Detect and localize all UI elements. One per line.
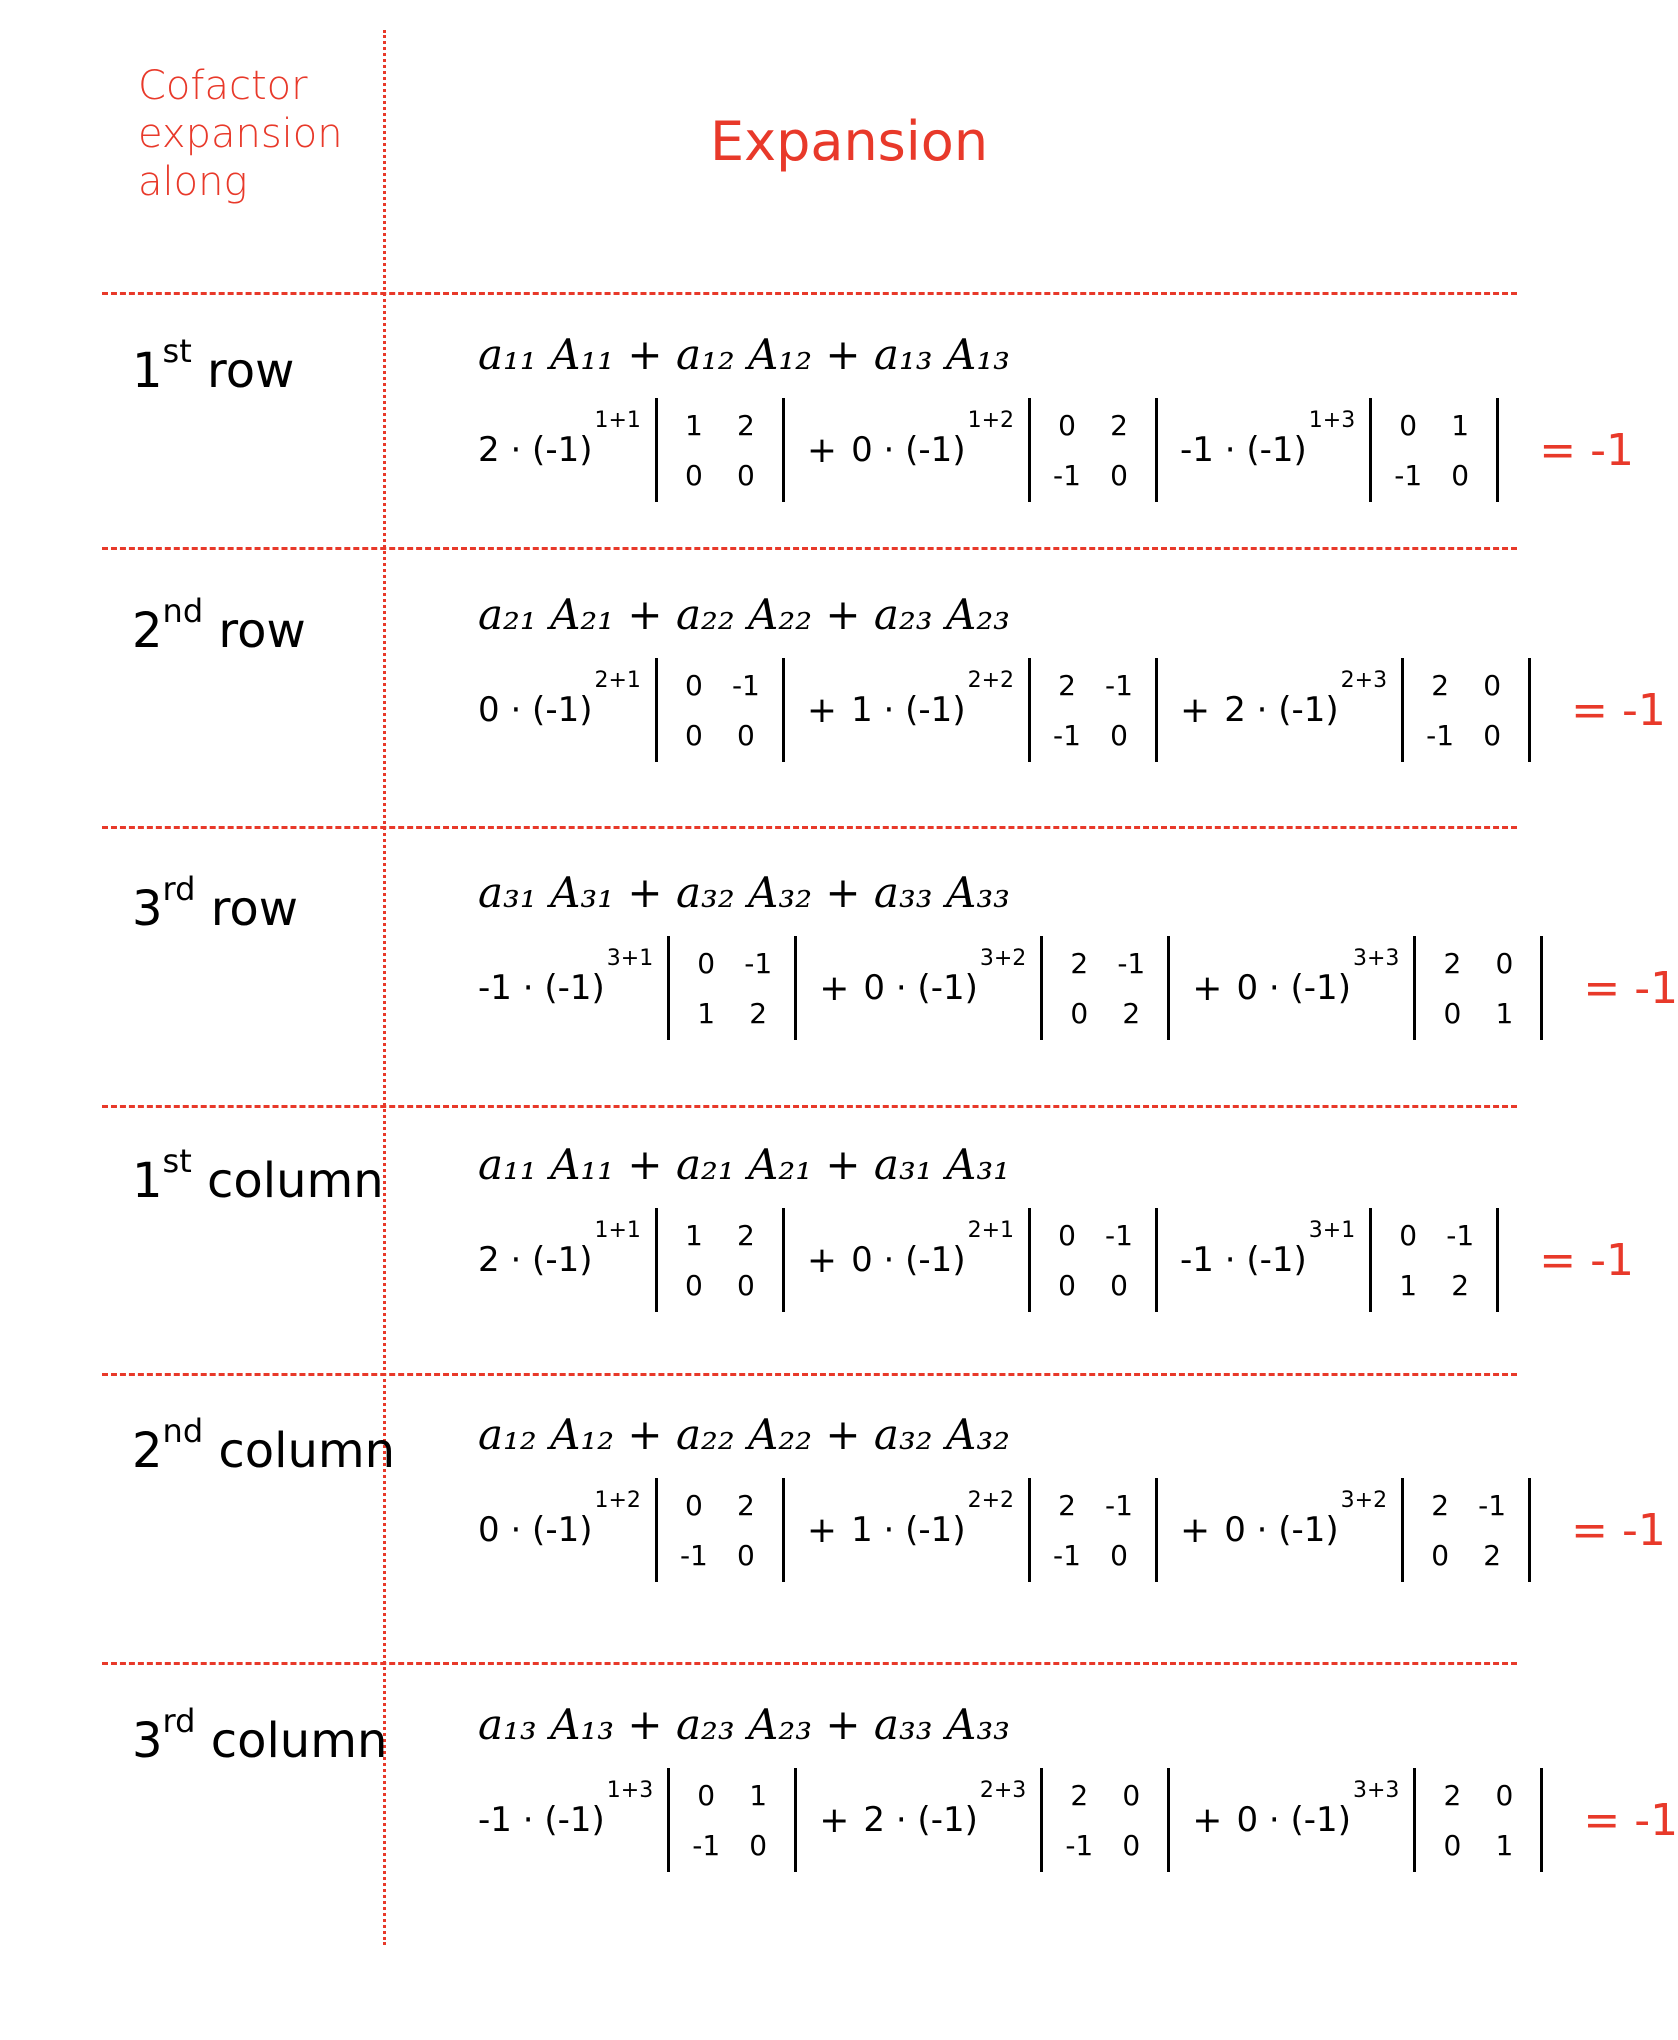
determinant-entry: 0 bbox=[1122, 1778, 1141, 1812]
expansion-label: 2nd row bbox=[132, 592, 306, 659]
term-coefficient: 0 · (-1) bbox=[863, 968, 978, 1008]
determinant-entry: -1 bbox=[1053, 458, 1081, 492]
term-coefficient: 0 · (-1) bbox=[478, 1510, 593, 1550]
row-divider bbox=[102, 1105, 1517, 1108]
determinant-entry: 2 bbox=[737, 408, 755, 442]
determinant-entry: 2 bbox=[1058, 668, 1076, 702]
expansion-result: = -1 bbox=[1571, 684, 1666, 736]
minor-determinant bbox=[655, 658, 785, 762]
determinant-entry: 2 bbox=[1451, 1268, 1470, 1302]
expansion-result: = -1 bbox=[1583, 962, 1678, 1014]
term-coefficient: 0 · (-1) bbox=[478, 690, 593, 730]
determinant-entry: -1 bbox=[1478, 1488, 1507, 1522]
determinant-entry: 2 bbox=[1122, 996, 1141, 1030]
term-coefficient: -1 · (-1) bbox=[478, 968, 605, 1008]
cofactor-formula: a₁₂ A₁₂ + a₂₂ A₂₂ + a₃₂ A₃₂ bbox=[478, 1410, 1010, 1459]
plus-operator: + bbox=[1180, 1509, 1211, 1551]
determinant-entry: 1 bbox=[749, 1778, 768, 1812]
determinant-entry: 1 bbox=[697, 996, 716, 1030]
minor-determinant bbox=[1028, 1478, 1158, 1582]
cofactor-term bbox=[807, 1208, 1158, 1312]
expansion-label: 3rd row bbox=[132, 870, 299, 937]
plus-operator: + bbox=[806, 1509, 838, 1551]
cofactor-term bbox=[1180, 1208, 1499, 1312]
determinant-entry: 0 bbox=[697, 946, 716, 980]
determinant-entry: 0 bbox=[1451, 458, 1470, 492]
cofactor-formula: a₁₁ A₁₁ + a₂₁ A₂₁ + a₃₁ A₃₁ bbox=[478, 1140, 1010, 1189]
determinant-entry: 0 bbox=[1110, 718, 1128, 752]
term-coefficient: 1 · (-1) bbox=[851, 1510, 966, 1550]
sign-exponent: 2+2 bbox=[967, 1487, 1015, 1513]
plus-operator: + bbox=[1192, 967, 1223, 1009]
expansion-label: 3rd column bbox=[132, 1702, 388, 1769]
cofactor-term bbox=[807, 658, 1158, 762]
cofactor-term bbox=[1180, 658, 1531, 762]
sign-exponent: 2+2 bbox=[967, 667, 1015, 693]
column-divider bbox=[383, 30, 386, 1945]
determinant-entry: 2 bbox=[749, 996, 768, 1030]
determinant-entry: 2 bbox=[737, 1218, 755, 1252]
header-right: Expansion bbox=[710, 110, 989, 173]
determinant-entry: 0 bbox=[685, 458, 703, 492]
minor-determinant bbox=[1369, 398, 1499, 502]
row-divider bbox=[102, 292, 1517, 295]
term-coefficient: 0 · (-1) bbox=[851, 430, 966, 470]
determinant-entry: 2 bbox=[1110, 408, 1128, 442]
determinant-entry: 1 bbox=[1495, 1828, 1514, 1862]
cofactor-formula: a₃₁ A₃₁ + a₃₂ A₃₂ + a₃₃ A₃₃ bbox=[478, 868, 1010, 917]
minor-determinant bbox=[655, 398, 785, 502]
determinant-entry: 2 bbox=[1443, 1778, 1462, 1812]
minor-determinant bbox=[1413, 936, 1543, 1040]
sign-exponent: 1+2 bbox=[967, 407, 1015, 433]
determinant-entry: 2 bbox=[1070, 1778, 1089, 1812]
cofactor-formula: a₁₃ A₁₃ + a₂₃ A₂₃ + a₃₃ A₃₃ bbox=[478, 1700, 1010, 1749]
cofactor-term bbox=[807, 398, 1158, 502]
determinant-entry: 2 bbox=[1431, 668, 1450, 702]
expansion-result: = -1 bbox=[1583, 1794, 1678, 1846]
determinant-entry: 0 bbox=[1399, 408, 1418, 442]
sign-exponent: 2+1 bbox=[594, 667, 641, 693]
determinant-entry: 1 bbox=[1399, 1268, 1418, 1302]
expansion-expression bbox=[478, 390, 1634, 510]
determinant-entry: -1 bbox=[1053, 1538, 1081, 1572]
minor-determinant bbox=[1401, 1478, 1531, 1582]
term-coefficient: 0 · (-1) bbox=[1236, 968, 1351, 1008]
row-divider bbox=[102, 1662, 1517, 1665]
minor-determinant bbox=[667, 936, 797, 1040]
sign-exponent: 1+1 bbox=[594, 1217, 641, 1243]
determinant-entry: 0 bbox=[697, 1778, 716, 1812]
plus-operator: + bbox=[819, 967, 850, 1009]
expansion-expression bbox=[478, 650, 1666, 770]
determinant-entry: 2 bbox=[1443, 946, 1462, 980]
cofactor-term bbox=[478, 658, 785, 762]
determinant-entry: 0 bbox=[1495, 946, 1514, 980]
cofactor-term bbox=[1192, 936, 1543, 1040]
determinant-entry: -1 bbox=[1105, 668, 1133, 702]
expansion-expression bbox=[478, 1200, 1634, 1320]
determinant-entry: 2 bbox=[1483, 1538, 1502, 1572]
determinant-entry: 0 bbox=[1483, 668, 1502, 702]
determinant-entry: -1 bbox=[1394, 458, 1423, 492]
determinant-entry: -1 bbox=[1446, 1218, 1475, 1252]
row-divider bbox=[102, 1373, 1517, 1376]
plus-operator: + bbox=[806, 689, 838, 731]
minor-determinant bbox=[1413, 1768, 1543, 1872]
determinant-entry: 0 bbox=[737, 458, 755, 492]
term-coefficient: -1 · (-1) bbox=[1180, 430, 1307, 470]
sign-exponent: 2+3 bbox=[979, 1777, 1027, 1803]
determinant-entry: 0 bbox=[1110, 458, 1128, 492]
header-left: Cofactor expansion along bbox=[138, 63, 343, 205]
sign-exponent: 2+1 bbox=[967, 1217, 1015, 1243]
term-coefficient: 2 · (-1) bbox=[478, 1240, 593, 1280]
plus-operator: + bbox=[806, 429, 838, 471]
term-coefficient: -1 · (-1) bbox=[478, 1800, 605, 1840]
term-coefficient: -1 · (-1) bbox=[1180, 1240, 1307, 1280]
determinant-entry: -1 bbox=[744, 946, 773, 980]
minor-determinant bbox=[1040, 936, 1170, 1040]
determinant-entry: 0 bbox=[737, 1268, 755, 1302]
determinant-entry: -1 bbox=[1105, 1488, 1133, 1522]
determinant-entry: 1 bbox=[1495, 996, 1514, 1030]
expansion-expression bbox=[478, 928, 1678, 1048]
determinant-entry: 2 bbox=[1431, 1488, 1450, 1522]
determinant-entry: 1 bbox=[685, 408, 703, 442]
cofactor-term bbox=[1192, 1768, 1543, 1872]
determinant-entry: -1 bbox=[692, 1828, 721, 1862]
determinant-entry: 0 bbox=[685, 1268, 703, 1302]
determinant-entry: 0 bbox=[1058, 408, 1076, 442]
cofactor-term bbox=[478, 1478, 785, 1582]
determinant-entry: 2 bbox=[737, 1488, 755, 1522]
expansion-label: 1st row bbox=[132, 332, 295, 399]
cofactor-term bbox=[478, 398, 785, 502]
minor-determinant bbox=[667, 1768, 797, 1872]
sign-exponent: 3+2 bbox=[979, 945, 1027, 971]
determinant-entry: 0 bbox=[1122, 1828, 1141, 1862]
minor-determinant bbox=[1028, 398, 1158, 502]
plus-operator: + bbox=[806, 1239, 838, 1281]
cofactor-term bbox=[1180, 1478, 1531, 1582]
sign-exponent: 3+1 bbox=[1308, 1217, 1356, 1243]
determinant-entry: -1 bbox=[1105, 1218, 1133, 1252]
sign-exponent: 1+3 bbox=[606, 1777, 654, 1803]
expansion-result: = -1 bbox=[1571, 1504, 1666, 1556]
expansion-label: 1st column bbox=[132, 1142, 384, 1209]
sign-exponent: 1+3 bbox=[1308, 407, 1356, 433]
sign-exponent: 3+2 bbox=[1340, 1487, 1388, 1513]
cofactor-term bbox=[1180, 398, 1499, 502]
term-coefficient: 0 · (-1) bbox=[1224, 1510, 1339, 1550]
determinant-entry: 1 bbox=[1451, 408, 1470, 442]
sign-exponent: 3+3 bbox=[1352, 1777, 1400, 1803]
cofactor-term bbox=[819, 1768, 1170, 1872]
cofactor-term bbox=[478, 1768, 797, 1872]
term-coefficient: 2 · (-1) bbox=[863, 1800, 978, 1840]
plus-operator: + bbox=[819, 1799, 850, 1841]
determinant-entry: 2 bbox=[1070, 946, 1089, 980]
minor-determinant bbox=[1040, 1768, 1170, 1872]
row-divider bbox=[102, 547, 1517, 550]
determinant-entry: 0 bbox=[1399, 1218, 1418, 1252]
determinant-entry: 0 bbox=[685, 1488, 703, 1522]
determinant-entry: -1 bbox=[1065, 1828, 1094, 1862]
determinant-entry: 0 bbox=[1443, 996, 1462, 1030]
sign-exponent: 3+3 bbox=[1352, 945, 1400, 971]
sign-exponent: 3+1 bbox=[606, 945, 654, 971]
cofactor-term bbox=[819, 936, 1170, 1040]
minor-determinant bbox=[1028, 658, 1158, 762]
determinant-entry: 0 bbox=[1495, 1778, 1514, 1812]
minor-determinant bbox=[1401, 658, 1531, 762]
determinant-entry: 0 bbox=[1110, 1268, 1128, 1302]
determinant-entry: 1 bbox=[685, 1218, 703, 1252]
determinant-entry: 0 bbox=[1431, 1538, 1450, 1572]
minor-determinant bbox=[655, 1478, 785, 1582]
determinant-entry: 0 bbox=[685, 718, 703, 752]
expansion-expression bbox=[478, 1760, 1678, 1880]
determinant-entry: 0 bbox=[1443, 1828, 1462, 1862]
plus-operator: + bbox=[1180, 689, 1211, 731]
minor-determinant bbox=[1028, 1208, 1158, 1312]
term-coefficient: 2 · (-1) bbox=[478, 430, 593, 470]
determinant-entry: 2 bbox=[1058, 1488, 1076, 1522]
minor-determinant bbox=[655, 1208, 785, 1312]
determinant-entry: 0 bbox=[737, 1538, 755, 1572]
determinant-entry: 0 bbox=[737, 718, 755, 752]
cofactor-formula: a₂₁ A₂₁ + a₂₂ A₂₂ + a₂₃ A₂₃ bbox=[478, 590, 1010, 639]
determinant-entry: 0 bbox=[749, 1828, 768, 1862]
determinant-entry: 0 bbox=[1058, 1268, 1076, 1302]
term-coefficient: 2 · (-1) bbox=[1224, 690, 1339, 730]
determinant-entry: 0 bbox=[1058, 1218, 1076, 1252]
determinant-entry: -1 bbox=[1053, 718, 1081, 752]
cofactor-term bbox=[807, 1478, 1158, 1582]
determinant-entry: 0 bbox=[1110, 1538, 1128, 1572]
minor-determinant bbox=[1369, 1208, 1499, 1312]
sign-exponent: 1+2 bbox=[594, 1487, 641, 1513]
term-coefficient: 0 · (-1) bbox=[1236, 1800, 1351, 1840]
determinant-entry: -1 bbox=[679, 1538, 708, 1572]
sign-exponent: 2+3 bbox=[1340, 667, 1388, 693]
plus-operator: + bbox=[1192, 1799, 1223, 1841]
cofactor-term bbox=[478, 1208, 785, 1312]
row-divider bbox=[102, 826, 1517, 829]
determinant-entry: -1 bbox=[1117, 946, 1146, 980]
sign-exponent: 1+1 bbox=[594, 407, 641, 433]
term-coefficient: 0 · (-1) bbox=[851, 1240, 966, 1280]
determinant-entry: 0 bbox=[685, 668, 703, 702]
determinant-entry: 0 bbox=[1070, 996, 1089, 1030]
expansion-label: 2nd column bbox=[132, 1412, 396, 1479]
expansion-result: = -1 bbox=[1539, 424, 1634, 476]
determinant-entry: -1 bbox=[731, 668, 760, 702]
determinant-entry: 0 bbox=[1483, 718, 1502, 752]
determinant-entry: -1 bbox=[1426, 718, 1455, 752]
expansion-result: = -1 bbox=[1539, 1234, 1634, 1286]
expansion-expression bbox=[478, 1470, 1666, 1590]
term-coefficient: 1 · (-1) bbox=[851, 690, 966, 730]
cofactor-term bbox=[478, 936, 797, 1040]
cofactor-formula: a₁₁ A₁₁ + a₁₂ A₁₂ + a₁₃ A₁₃ bbox=[478, 330, 1010, 379]
